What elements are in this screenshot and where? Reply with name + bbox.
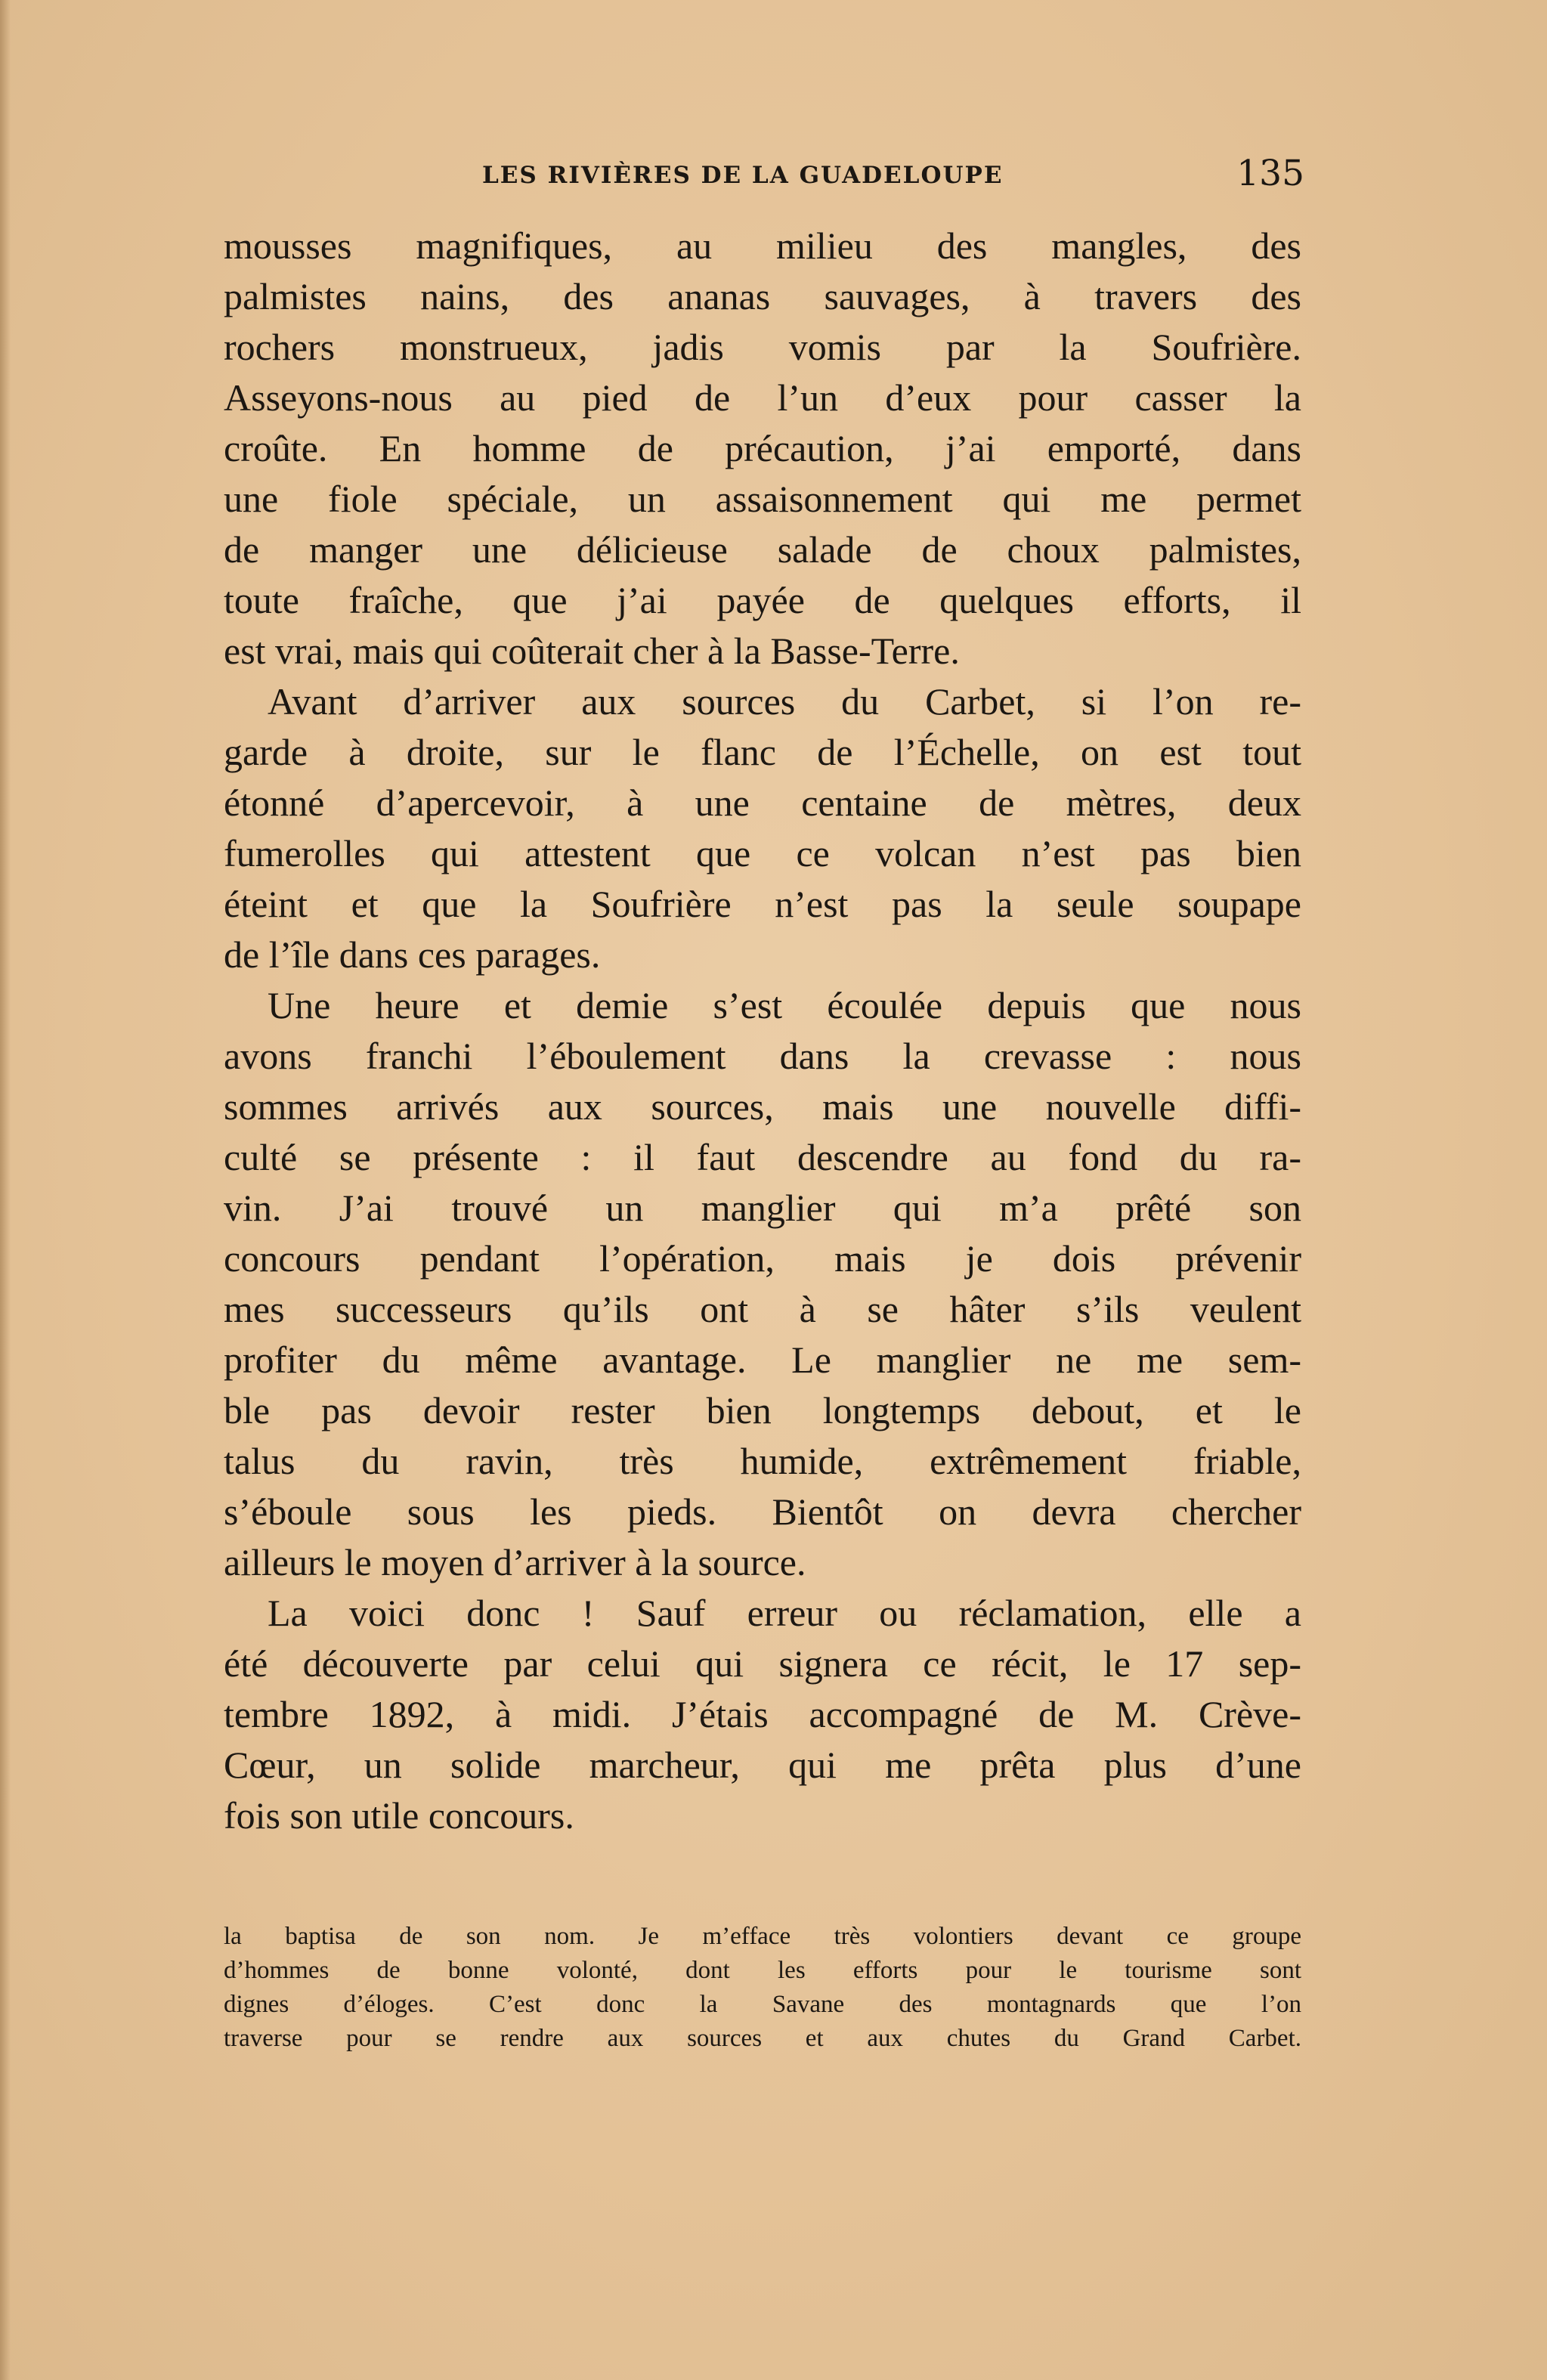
footnote xyxy=(224,1920,1301,2056)
text-line: une fiole spéciale, un assaisonnement qui me permet xyxy=(224,478,1301,520)
footnote-line: la baptisa de son nom. Je m’efface très volontiers devant ce groupe xyxy=(224,1923,1301,1950)
body-text xyxy=(224,221,1301,1841)
text-line: garde à droite, sur le flanc de l’Échelle, on est tout xyxy=(224,731,1301,773)
text-line: de l’île dans ces parages. xyxy=(224,933,601,976)
text-line: éteint et que la Soufrière n’est pas la seule soupape xyxy=(224,883,1301,925)
page-number: 135 xyxy=(1236,153,1304,194)
text-line: étonné d’apercevoir, à une centaine de mètres, deux xyxy=(224,781,1301,824)
text-line: fois son utile concours. xyxy=(224,1794,574,1837)
text-line: Cœur, un solide marcheur, qui me prêta plus d’une xyxy=(224,1744,1301,1786)
text-line: concours pendant l’opération, mais je dois prévenir xyxy=(224,1237,1301,1280)
running-head xyxy=(224,153,1304,198)
footnote-line: dignes d’éloges. C’est donc la Savane des montagnards que l’on xyxy=(224,1991,1301,2018)
text-line: profiter du même avantage. Le manglier ne me sem- xyxy=(224,1339,1301,1381)
text-line: Avant d’arriver aux sources du Carbet, si l’on re- xyxy=(268,680,1301,723)
text-line: est vrai, mais qui coûterait cher à la Basse-Terre. xyxy=(224,630,960,672)
text-line: rochers monstrueux, jadis vomis par la Soufrière. xyxy=(224,326,1301,368)
running-title: LES RIVIÈRES DE LA GUADELOUPE xyxy=(482,162,1004,189)
text-line: Asseyons-nous au pied de l’un d’eux pour casser la xyxy=(224,376,1301,419)
text-line: ble pas devoir rester bien longtemps debout, et le xyxy=(224,1389,1301,1431)
text-line: culté se présente : il faut descendre au fond du ra- xyxy=(224,1136,1301,1178)
text-line: Une heure et demie s’est écoulée depuis que nous xyxy=(268,984,1301,1026)
text-line: tembre 1892, à midi. J’étais accompagné de M. Crève- xyxy=(224,1693,1301,1735)
text-line: palmistes nains, des ananas sauvages, à travers des xyxy=(224,275,1301,317)
text-line: vin. J’ai trouvé un manglier qui m’a prêté son xyxy=(224,1187,1301,1229)
text-line: talus du ravin, très humide, extrêmement friable, xyxy=(224,1440,1301,1482)
text-line: croûte. En homme de précaution, j’ai emporté, dans xyxy=(224,427,1301,469)
footnote-line: d’hommes de bonne volonté, dont les efforts pour le tourisme sont xyxy=(224,1957,1301,1984)
text-line: avons franchi l’éboulement dans la crevasse : nous xyxy=(224,1035,1301,1077)
text-line: de manger une délicieuse salade de choux palmistes, xyxy=(224,528,1301,571)
text-line: sommes arrivés aux sources, mais une nouvelle diffi- xyxy=(224,1085,1301,1128)
text-line: s’éboule sous les pieds. Bientôt on devra chercher xyxy=(224,1490,1301,1533)
text-line: mes successeurs qu’ils ont à se hâter s’ils veulent xyxy=(224,1288,1301,1330)
text-line: fumerolles qui attestent que ce volcan n’est pas bien xyxy=(224,832,1301,874)
text-line: ailleurs le moyen d’arriver à la source. xyxy=(224,1541,806,1583)
text-line: La voici donc ! Sauf erreur ou réclamation, elle a xyxy=(268,1592,1301,1634)
footnote-line: traverse pour se rendre aux sources et aux chutes du Grand Carbet. xyxy=(224,2025,1301,2052)
text-line: mousses magnifiques, au milieu des mangles, des xyxy=(224,224,1301,267)
text-line: toute fraîche, que j’ai payée de quelques efforts, il xyxy=(224,579,1301,621)
text-line: été découverte par celui qui signera ce récit, le 17 sep- xyxy=(224,1642,1301,1685)
page-edge-shadow xyxy=(0,0,11,2380)
